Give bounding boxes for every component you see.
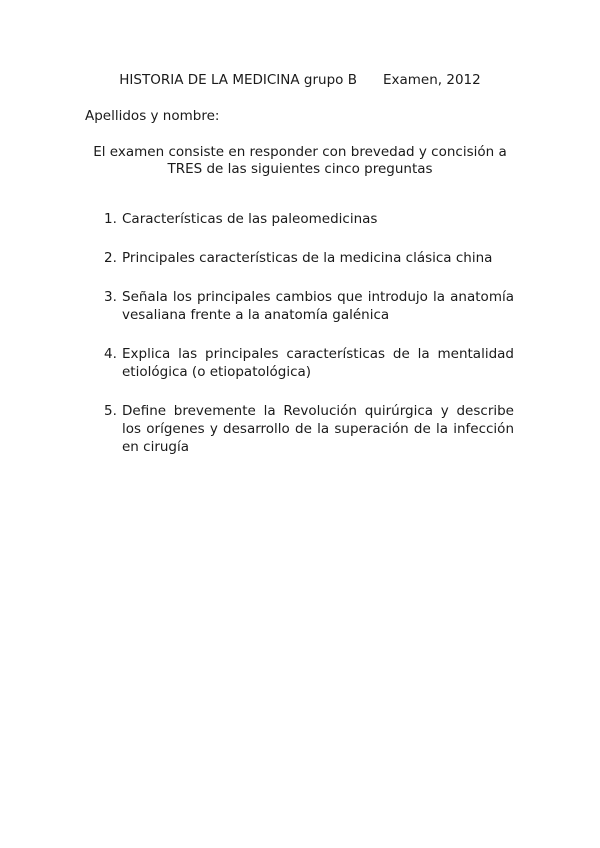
question-number: 1. [104, 211, 117, 227]
question-item [104, 288, 514, 324]
question-text: Principales características de la medicina clásica china [122, 250, 493, 266]
question-text: Señala los principales cambios que introdujo la anatomía vesaliana frente a la anatomía galénica [122, 289, 514, 323]
question-item [104, 210, 514, 228]
question-text: Explica las principales características de la mentalidad etiológica (o etiopatológica) [122, 346, 514, 380]
question-text: Características de las paleomedicinas [122, 211, 378, 227]
instructions-line-1: El examen consiste en responder con brevedad y concisión a [93, 144, 507, 160]
course-title: HISTORIA DE LA MEDICINA grupo B [119, 72, 357, 88]
question-number: 4. [104, 346, 117, 362]
question-number: 2. [104, 250, 117, 266]
name-label: Apellidos y nombre: [85, 108, 220, 124]
question-item [104, 345, 514, 381]
exam-year: Examen, 2012 [382, 72, 481, 88]
question-number: 5. [104, 403, 117, 419]
question-text: Define brevemente la Revolución quirúrgica y describe los orígenes y desarrollo de la superación de la infección en cirugía [122, 403, 514, 455]
exam-header [0, 72, 600, 88]
question-number: 3. [104, 289, 117, 305]
instructions [0, 144, 600, 178]
question-item [104, 402, 514, 456]
instructions-line-2: TRES de las siguientes cinco preguntas [167, 161, 433, 177]
question-list [104, 210, 514, 477]
question-item [104, 249, 514, 267]
